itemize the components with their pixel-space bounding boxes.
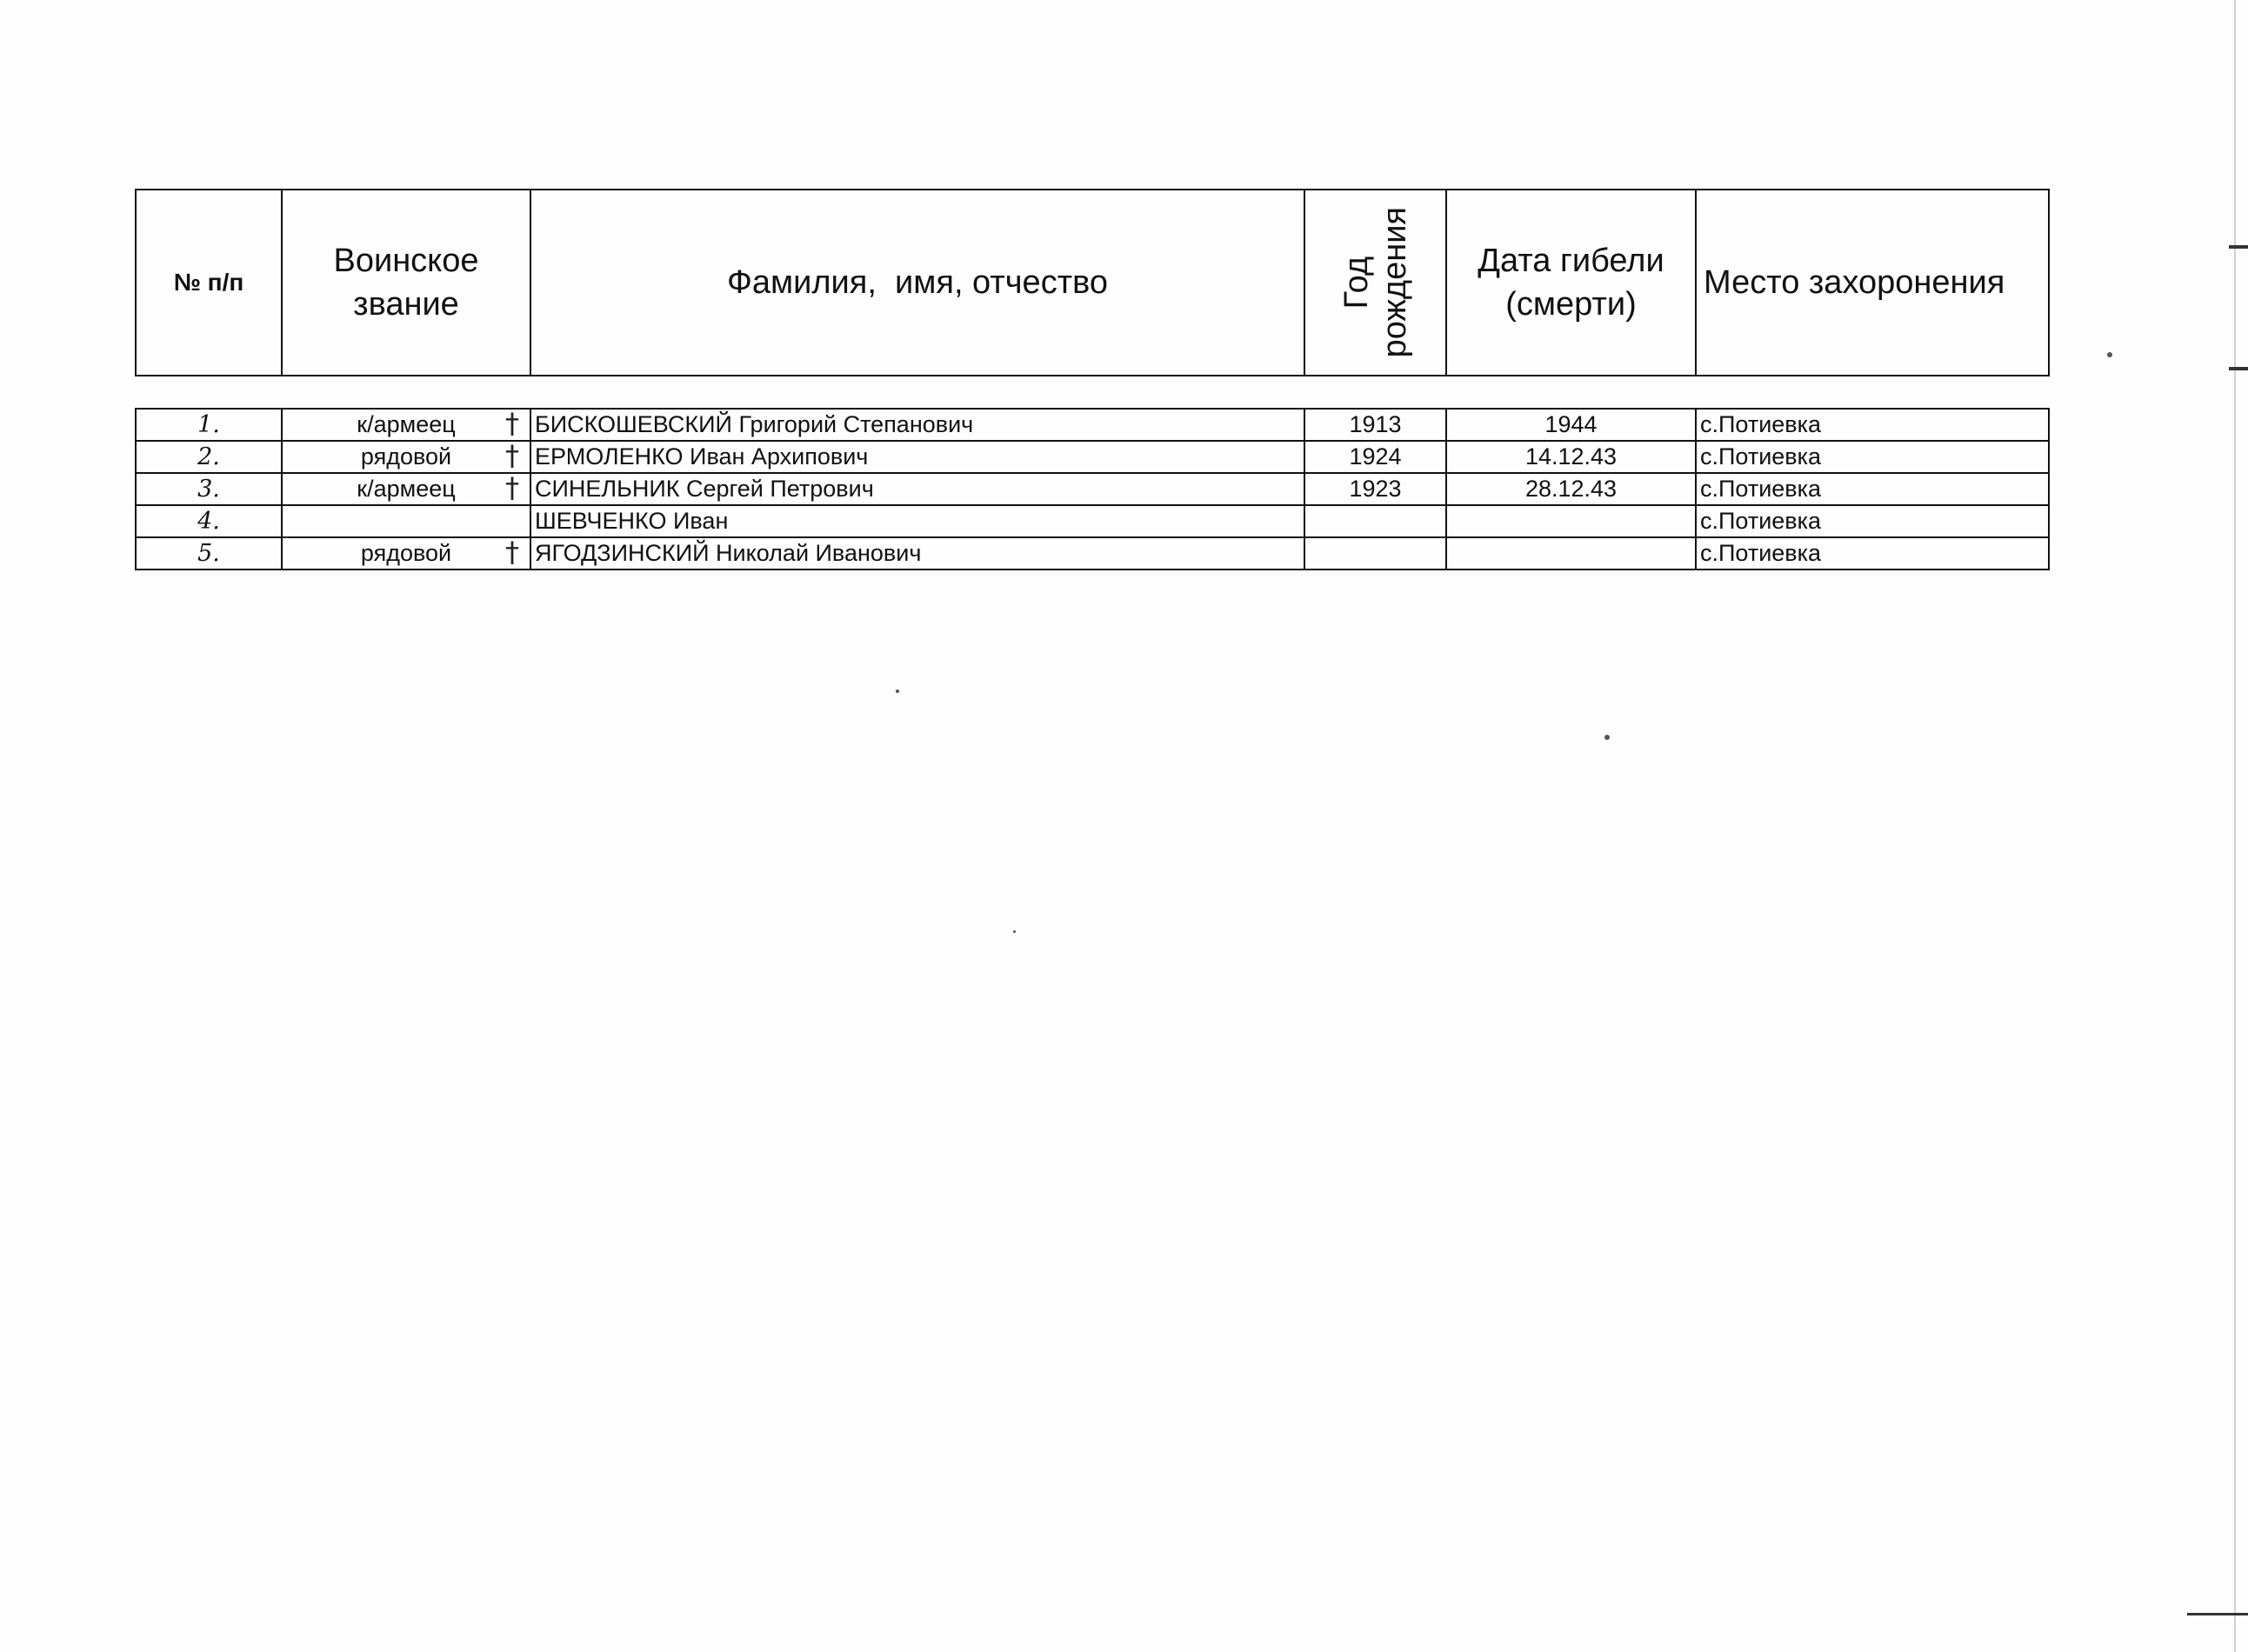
row-birth-year [1304,505,1446,537]
row-rank [282,441,530,473]
row-number: 1. [136,409,282,441]
cross-mark-icon: † [505,537,519,569]
scan-speck [1604,735,1610,740]
cross-mark-icon: † [505,409,519,440]
header-name-text: Фамилия, имя, отчество [726,264,1108,301]
scan-edge-mark [2229,367,2248,370]
row-death-date [1446,537,1696,570]
row-full-name: ЯГОДЗИНСКИЙ Николай Иванович [530,537,1304,570]
row-burial-place: с.Потиевка [1696,409,2049,441]
row-number: 4. [136,505,282,537]
row-death-date: 28.12.43 [1446,473,1696,505]
row-death-date: 14.12.43 [1446,441,1696,473]
scan-edge-mark [2229,245,2248,249]
cross-mark-icon: † [505,441,519,472]
row-burial-place: с.Потиевка [1696,441,2049,473]
row-burial-place: с.Потиевка [1696,473,2049,505]
records-table [135,408,2050,570]
header-birth-year [1304,190,1446,376]
row-rank [282,537,530,570]
row-rank [282,505,530,537]
row-rank-text: рядовой [360,540,452,566]
row-full-name: ЕРМОЛЕНКО Иван Архипович [530,441,1304,473]
header-burial-place-text: Место захоронения [1704,264,2005,301]
header-burial-place [1696,190,2049,376]
header-number [136,190,282,376]
row-rank-text: к/армеец [357,411,456,437]
row-full-name: БИСКОШЕВСКИЙ Григорий Степанович [530,409,1304,441]
row-full-name: ШЕВЧЕНКО Иван [530,505,1304,537]
scan-speck [1013,930,1016,933]
table-row [136,537,2049,570]
scan-speck [2107,352,2112,357]
table-row [136,441,2049,473]
row-rank [282,473,530,505]
row-burial-place: с.Потиевка [1696,537,2049,570]
row-rank-text: к/армеец [357,476,456,502]
row-birth-year: 1923 [1304,473,1446,505]
row-rank-text: рядовой [360,443,452,470]
row-number: 2. [136,441,282,473]
header-rank-text: Воинское звание [333,243,479,323]
row-death-date [1446,505,1696,537]
row-number: 3. [136,473,282,505]
header-birth-year-text: Год рождения [1337,207,1413,358]
header-death-date [1446,190,1696,376]
row-birth-year: 1924 [1304,441,1446,473]
header-death-date-text: Дата гибели (смерти) [1478,243,1664,323]
cross-mark-icon: † [505,473,519,504]
table-row [136,409,2049,441]
table-row [136,473,2049,505]
header-name [530,190,1304,376]
row-full-name: СИНЕЛЬНИК Сергей Петрович [530,473,1304,505]
row-death-date: 1944 [1446,409,1696,441]
row-birth-year: 1913 [1304,409,1446,441]
scan-edge-mark [2187,1613,2248,1615]
row-number: 5. [136,537,282,570]
table-row [136,505,2049,537]
row-rank [282,409,530,441]
row-birth-year [1304,537,1446,570]
row-burial-place: с.Потиевка [1696,505,2049,537]
header-table [135,189,2050,376]
scan-speck [896,689,899,693]
header-rank [282,190,530,376]
header-number-text: № п/п [173,269,244,296]
